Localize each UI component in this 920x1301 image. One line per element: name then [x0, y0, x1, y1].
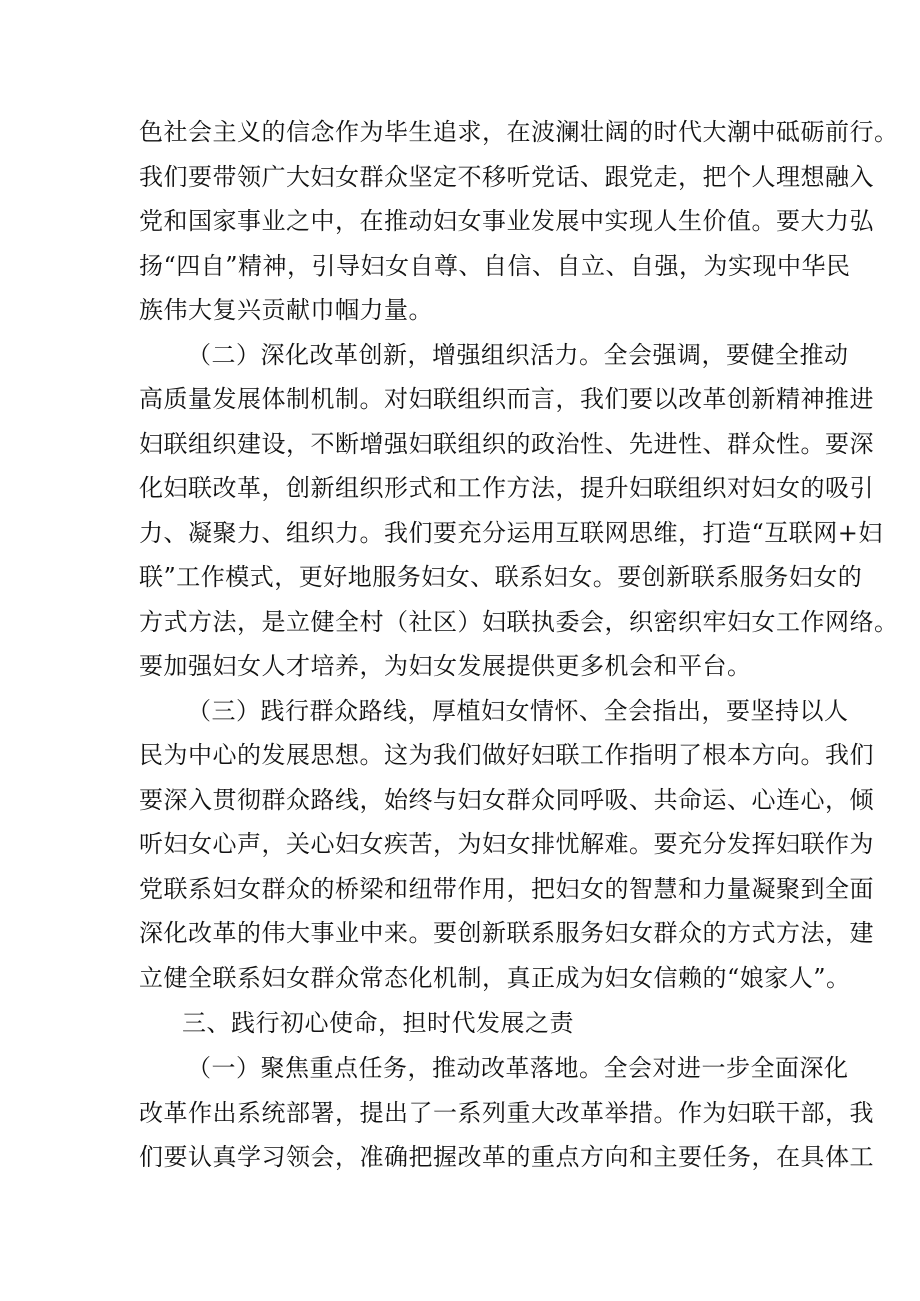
text-line: 听妇女心声，关心妇女疾苦，为妇女排忧解难。要充分发挥妇联作为: [139, 830, 874, 858]
text-line: 党联系妇女群众的桥梁和纽带作用，把妇女的智慧和力量凝聚到全面: [139, 874, 874, 903]
text-line: 改革作出系统部署，提出了一系列重大改革举措。作为妇联干部，我: [139, 1098, 874, 1127]
text-line: 深化改革的伟大事业中来。要创新联系服务妇女群众的方式方法，建: [139, 919, 874, 947]
text-line: 们要认真学习领会，准确把握改革的重点方向和主要任务，在具体工: [139, 1143, 874, 1171]
text-line: 联”工作模式，更好地服务妇女、联系妇女。要创新联系服务妇女的: [139, 563, 863, 591]
text-line: 要深入贯彻群众路线，始终与妇女群众同呼吸、共命运、心连心，倾: [139, 785, 874, 814]
text-line: 力、凝聚力、组织力。我们要充分运用互联网思维，打造“互联网+妇: [139, 518, 883, 547]
text-line: 民为中心的发展思想。这为我们做好妇联工作指明了根本方向。我们: [139, 741, 874, 769]
text-line: 族伟大复兴贡献巾帼力量。: [139, 296, 433, 324]
text-line: 高质量发展体制机制。对妇联组织而言，我们要以改革创新精神推进: [139, 385, 874, 413]
section-heading: 三、践行初心使命，担时代发展之责: [182, 1009, 574, 1037]
text-line: 党和国家事业之中，在推动妇女事业发展中实现人生价值。要大力弘: [139, 207, 874, 235]
paragraph-start-line: （二）深化改革创新，增强组织活力。全会强调，要健全推动: [187, 340, 849, 369]
text-line: 妇联组织建设，不断增强妇联组织的政治性、先进性、群众性。要深: [139, 429, 874, 458]
text-line: 要加强妇女人才培养，为妇女发展提供更多机会和平台。: [139, 652, 752, 680]
document-body: [139, 110, 899, 1180]
paragraph-start-line: （一）聚焦重点任务，推动改革落地。全会对进一步全面深化: [187, 1054, 849, 1082]
text-line: 色社会主义的信念作为毕生追求，在波澜壮阔的时代大潮中砥砺前行。: [139, 118, 899, 146]
text-line: 扬“四自”精神，引导妇女自尊、自信、自立、自强，为实现中华民: [139, 251, 851, 280]
text-line: 立健全联系妇女群众常态化机制，真正成为妇女信赖的“娘家人”。: [139, 963, 851, 992]
text-line: 我们要带领广大妇女群众坚定不移听党话、跟党走，把个人理想融入: [139, 162, 874, 191]
paragraph-start-line: （三）践行群众路线，厚植妇女情怀、全会指出，要坚持以人: [187, 696, 849, 725]
text-line: 化妇联改革，创新组织形式和工作方法，提升妇联组织对妇女的吸引: [139, 474, 874, 502]
text-line: 方式方法，是立健全村（社区）妇联执委会，织密织牢妇女工作网络。: [139, 607, 899, 636]
